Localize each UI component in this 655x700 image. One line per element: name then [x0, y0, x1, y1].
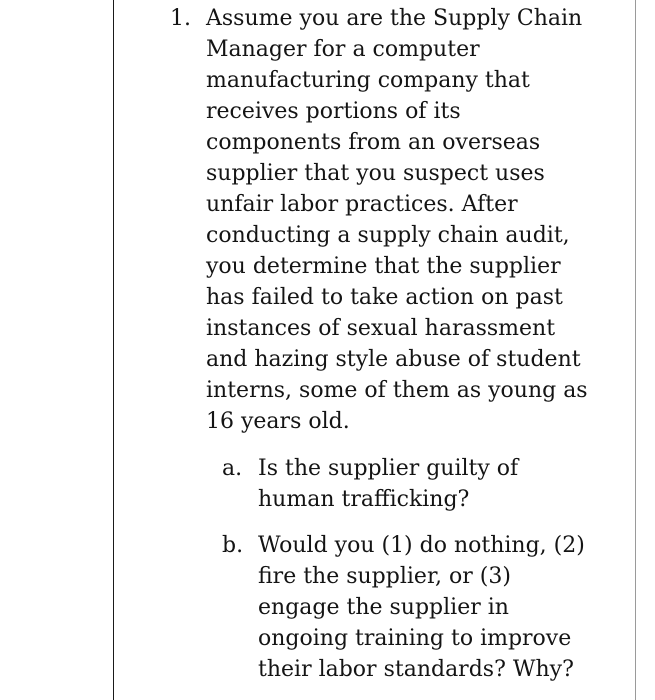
question-line: 16 years old. [206, 409, 350, 434]
sub-question-line: fire the supplier, or (3) [258, 564, 511, 589]
question-line: Assume you are the Supply Chain [206, 6, 583, 31]
sub-question-line: their labor standards? Why? [258, 657, 574, 682]
question-line: and hazing style abuse of student [206, 347, 581, 372]
question-line: conducting a supply chain audit, [206, 223, 570, 248]
question-line: you determine that the supplier [206, 254, 561, 279]
question-line: instances of sexual harassment [206, 316, 556, 341]
question-line: interns, some of them as young as [206, 378, 588, 403]
question-line: Manager for a computer [206, 37, 480, 62]
sub-question-line: ongoing training to improve [258, 626, 572, 651]
question-line: manufacturing company that [206, 68, 530, 93]
sub-question-b-text [258, 530, 618, 685]
sub-question-line: engage the supplier in [258, 595, 509, 620]
question-line: unfair labor practices. After [206, 192, 518, 217]
question-line: receives portions of its [206, 99, 461, 124]
question-line: components from an overseas [206, 130, 541, 155]
question-text [206, 3, 616, 437]
question-line: has failed to take action on past [206, 285, 563, 310]
sub-question-line: Would you (1) do nothing, (2) [258, 533, 585, 558]
sub-question-a-label: a. [222, 456, 243, 481]
question-number: 1. [170, 6, 191, 31]
question-line: supplier that you suspect uses [206, 161, 545, 186]
sub-question-a-text [258, 453, 618, 515]
sub-question-b-label: b. [222, 533, 244, 558]
sub-question-line: human trafficking? [258, 487, 470, 512]
sub-question-line: Is the supplier guilty of [258, 456, 519, 481]
